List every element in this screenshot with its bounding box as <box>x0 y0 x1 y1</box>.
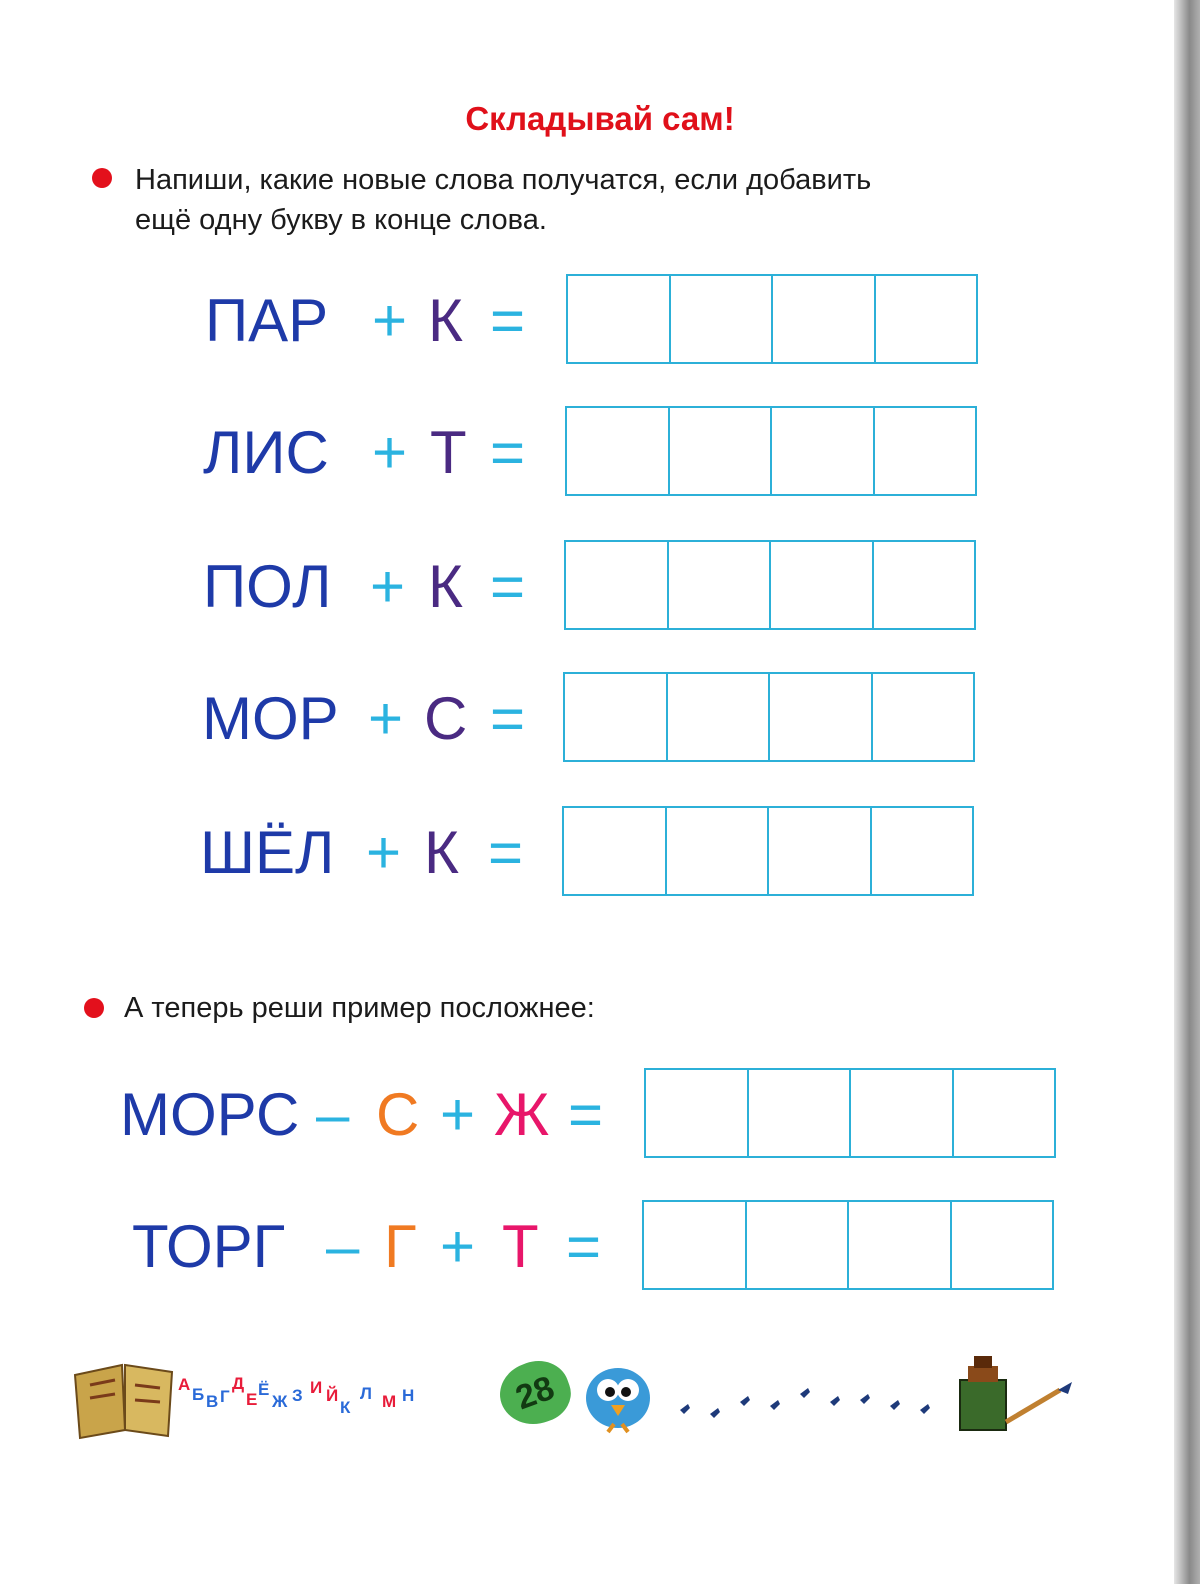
book-icon <box>70 1350 180 1440</box>
answer-cell[interactable] <box>873 674 974 760</box>
alphabet-letter: А <box>178 1375 191 1394</box>
equals-sign: = <box>490 419 526 486</box>
answer-cell[interactable] <box>749 1070 852 1156</box>
added-letter: К <box>424 819 459 886</box>
equals-sign: = <box>488 819 524 886</box>
minus-sign: – <box>316 1081 350 1148</box>
page-title: Складывай сам! <box>465 100 735 137</box>
base-word: ПОЛ <box>203 553 332 620</box>
page-number-leaf <box>492 1352 579 1434</box>
added-letter: Т <box>502 1213 539 1280</box>
alphabet-letter: Д <box>232 1374 245 1393</box>
answer-cell[interactable] <box>644 1202 747 1288</box>
alphabet-letter: И <box>310 1378 323 1397</box>
word-row <box>0 540 1200 634</box>
page-edge-shadow <box>1174 0 1200 1584</box>
word-row <box>0 274 1200 368</box>
base-word: ПАР <box>205 287 329 354</box>
answer-cell[interactable] <box>771 542 874 628</box>
added-letter: Ж <box>494 1081 550 1148</box>
answer-cell[interactable] <box>566 542 669 628</box>
equals-sign: = <box>568 1081 604 1148</box>
answer-cell[interactable] <box>565 674 668 760</box>
plus-sign: + <box>368 685 404 752</box>
answer-cell[interactable] <box>773 276 876 362</box>
answer-boxes[interactable] <box>566 274 978 364</box>
answer-cell[interactable] <box>876 276 977 362</box>
answer-cell[interactable] <box>770 674 873 760</box>
alphabet-letter: Й <box>326 1386 339 1405</box>
plus-sign: + <box>372 419 408 486</box>
answer-cell[interactable] <box>668 674 771 760</box>
answer-boxes[interactable] <box>565 406 977 496</box>
answer-boxes[interactable] <box>563 672 975 762</box>
answer-cell[interactable] <box>769 808 872 894</box>
answer-boxes[interactable] <box>642 1200 1054 1290</box>
answer-cell[interactable] <box>667 808 770 894</box>
word-row <box>0 806 1200 900</box>
alphabet-letter: Е <box>246 1390 258 1409</box>
footer-decoration <box>70 1340 1100 1450</box>
removed-letter: С <box>376 1081 420 1148</box>
alphabet-letter: В <box>206 1392 219 1411</box>
answer-cell[interactable] <box>851 1070 954 1156</box>
added-letter: С <box>424 685 468 752</box>
answer-boxes[interactable] <box>644 1068 1056 1158</box>
answer-cell[interactable] <box>954 1070 1055 1156</box>
page-number: 28 <box>510 1368 560 1417</box>
instruction-1-line2: ещё одну букву в конце слова. <box>135 204 547 236</box>
word-row <box>0 1068 1200 1162</box>
alphabet-letter: Н <box>402 1386 415 1405</box>
answer-cell[interactable] <box>567 408 670 494</box>
base-word: МОР <box>202 685 339 752</box>
alphabet-letter: М <box>382 1392 397 1411</box>
answer-cell[interactable] <box>568 276 671 362</box>
alphabet-letter: Ё <box>258 1380 270 1399</box>
answer-cell[interactable] <box>564 808 667 894</box>
answer-cell[interactable] <box>952 1202 1053 1288</box>
removed-letter: Г <box>384 1213 417 1280</box>
answer-cell[interactable] <box>849 1202 952 1288</box>
alphabet-letter: Л <box>360 1384 372 1403</box>
answer-cell[interactable] <box>671 276 774 362</box>
base-word: ТОРГ <box>132 1213 286 1280</box>
answer-boxes[interactable] <box>564 540 976 630</box>
word-row <box>0 406 1200 500</box>
equals-sign: = <box>490 287 526 354</box>
added-letter: К <box>428 553 463 620</box>
instruction-2: А теперь реши пример посложнее: <box>124 992 595 1024</box>
plus-sign: + <box>440 1213 476 1280</box>
answer-cell[interactable] <box>670 408 773 494</box>
alphabet-letter: Г <box>220 1387 230 1406</box>
instruction-1 <box>135 160 1095 240</box>
plus-sign: + <box>370 553 406 620</box>
alphabet-letter: К <box>340 1398 351 1417</box>
answer-cell[interactable] <box>747 1202 850 1288</box>
alphabet-letter: Б <box>192 1385 205 1404</box>
answer-cell[interactable] <box>875 408 976 494</box>
word-row <box>0 672 1200 766</box>
base-word: МОРС <box>120 1081 300 1148</box>
answer-cell[interactable] <box>874 542 975 628</box>
equals-sign: = <box>490 553 526 620</box>
instruction-1-line1: Напиши, какие новые слова получатся, если добавить <box>135 164 872 196</box>
plus-sign: + <box>440 1081 476 1148</box>
alphabet-letter: Ж <box>272 1392 288 1411</box>
minus-sign: – <box>326 1213 360 1280</box>
answer-cell[interactable] <box>646 1070 749 1156</box>
equals-sign: = <box>566 1213 602 1280</box>
answer-boxes[interactable] <box>562 806 974 896</box>
bullet-icon <box>84 998 104 1018</box>
alphabet-letter: З <box>292 1386 303 1405</box>
plus-sign: + <box>372 287 408 354</box>
answer-cell[interactable] <box>669 542 772 628</box>
plus-sign: + <box>366 819 402 886</box>
bird-icon <box>578 1350 658 1440</box>
inkwell-brush-icon <box>950 1350 1080 1440</box>
word-row <box>0 1200 1200 1294</box>
footprints-icon <box>670 1380 960 1440</box>
added-letter: Т <box>430 419 467 486</box>
answer-cell[interactable] <box>872 808 973 894</box>
base-word: ШЁЛ <box>200 819 335 886</box>
equals-sign: = <box>490 685 526 752</box>
added-letter: К <box>428 287 463 354</box>
base-word: ЛИС <box>203 419 329 486</box>
answer-cell[interactable] <box>772 408 875 494</box>
bullet-icon <box>92 168 112 188</box>
